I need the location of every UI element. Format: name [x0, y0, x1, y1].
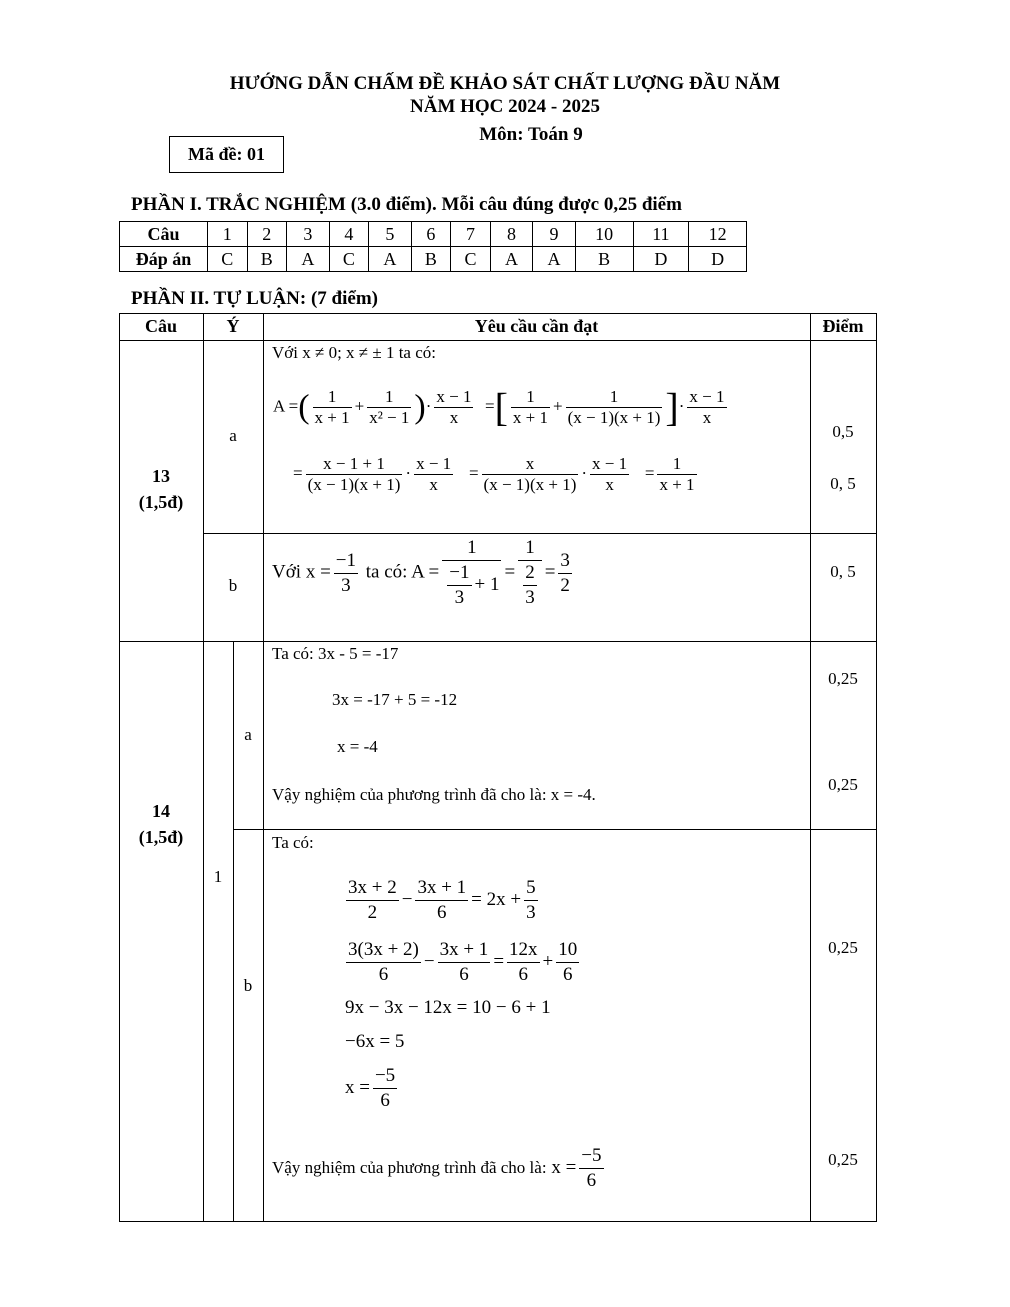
q14b-conclusion-text: Vậy nghiệm của phương trình đã cho là:: [272, 1157, 547, 1177]
answer-cell: B: [247, 247, 287, 272]
col-requirement: Yêu cầu cần đạt: [474, 316, 599, 336]
q13-points: (1,5đ): [138, 492, 184, 512]
q14b-line-1: Ta có:: [272, 833, 314, 852]
q14b-equation-2: $\frac{3(3x + 2)}{6}$ − $\frac{3x + 1}{6}$ = $\frac{12x}{6}$ + $\frac{10}{6}$: [348, 939, 578, 985]
question-cell: 2: [247, 222, 287, 247]
q13b-score: 0, 5: [830, 562, 856, 581]
q13b-label: b: [228, 576, 238, 595]
question-row: [120, 222, 747, 247]
q14-points: (1,5đ): [138, 827, 184, 847]
q14b-score-1: 0,25: [828, 938, 858, 957]
exam-code-box: Mã đề: 01: [169, 136, 284, 173]
answer-table: [119, 221, 747, 272]
q13b-equation: Với x = $\frac{-1}{3}$ ta có: A = 1 $\frac{-1}{3}$ + 1 = $\frac{1}{\frac{2}{3}}$ = $\frac{3}{2}$: [272, 537, 570, 608]
answer-row: [120, 247, 747, 272]
question-cell: 1: [208, 222, 248, 247]
doc-title: HƯỚNG DẪN CHẤM ĐỀ KHẢO SÁT CHẤT LƯỢNG ĐẦU NĂM: [229, 73, 781, 94]
part1-heading: PHẦN I. TRẮC NGHIỆM (3.0 điểm). Mỗi câu đúng được 0,25 điểm: [131, 194, 682, 215]
question-cell: 9: [533, 222, 576, 247]
answer-cell: C: [451, 247, 491, 272]
q13a-equation-2: = $\frac{x - 1 + 1}{(x - 1)(x + 1)}$ · $\frac{x - 1}{x}$ = $\frac{x}{(x - 1)(x + 1)}$ · $\frac{x - 1}{x}$ = $\frac{1}{x + 1}$: [293, 454, 695, 494]
school-year: NĂM HỌC 2024 - 2025: [410, 96, 600, 117]
q13a-equation-1: A =( $\frac{1}{x + 1}$ + $\frac{1}{\text{x² − 1}}$ )· $\frac{x - 1}{x}$ =[ $\frac{1}{x + 1}$ + $\frac{1}{(x - 1)(x + 1)}$ ]· $\frac{x - 1}{x}$: [273, 384, 725, 430]
q14a-label: a: [244, 725, 252, 744]
subject: Môn: Toán 9: [479, 124, 583, 145]
q13a-label: a: [229, 426, 237, 445]
answer-cell: B: [575, 247, 633, 272]
question-cell: 12: [689, 222, 747, 247]
answer-cell: A: [533, 247, 576, 272]
q14b-conclusion: Vậy nghiệm của phương trình đã cho là: x = $\frac{-5}{6}$: [272, 1145, 602, 1191]
question-cell: 11: [633, 222, 689, 247]
q14a-score-1: 0,25: [828, 669, 858, 688]
q13a-score-2: 0, 5: [830, 474, 856, 493]
answer-cell: A: [490, 247, 533, 272]
question-cell: 6: [411, 222, 451, 247]
q14a-score-2: 0,25: [828, 775, 858, 794]
answer-cell: D: [633, 247, 689, 272]
q14b-label: b: [243, 976, 253, 995]
col-item: Ý: [226, 316, 240, 336]
q14a-conclusion: Vậy nghiệm của phương trình đã cho là: x = -4.: [272, 785, 596, 804]
q14a-line-2: 3x = -17 + 5 = -12: [332, 690, 458, 709]
q13b-we-have-text: ta có:: [365, 561, 408, 583]
question-cell: 5: [369, 222, 412, 247]
question-cell: 8: [490, 222, 533, 247]
q13b-with-text: Với: [272, 561, 302, 583]
q13a-score-1: 0,5: [832, 422, 854, 441]
q14-sub-label: 1: [213, 867, 223, 886]
row-label-question: Câu: [120, 222, 208, 247]
q14b-score-2: 0,25: [828, 1150, 858, 1169]
col-score: Điểm: [822, 316, 864, 336]
q13-number: 13: [152, 466, 170, 486]
question-cell: 10: [575, 222, 633, 247]
col-question: Câu: [144, 316, 177, 336]
answer-cell: A: [369, 247, 412, 272]
part2-heading: PHẦN II. TỰ LUẬN: (7 điểm): [131, 288, 378, 309]
question-cell: 4: [329, 222, 369, 247]
row-label-answer: Đáp án: [120, 247, 208, 272]
q14b-equation-1: $\frac{3x + 2}{2}$ − $\frac{3x + 1}{6}$ = 2x + $\frac{5}{3}$: [348, 877, 536, 923]
q14b-equation-3: 9x − 3x − 12x = 10 − 6 + 1: [345, 997, 551, 1018]
q13a-condition: Với x ≠ 0; x ≠ ± 1 ta có:: [272, 343, 436, 362]
answer-cell: B: [411, 247, 451, 272]
question-cell: 3: [287, 222, 330, 247]
q14-number: 14: [152, 801, 170, 821]
answer-cell: D: [689, 247, 747, 272]
q14b-equation-5: x = $\frac{-5}{6}$: [345, 1065, 396, 1111]
answer-cell: A: [287, 247, 330, 272]
q14a-line-1: Ta có: 3x - 5 = -17: [272, 644, 399, 663]
answer-cell: C: [208, 247, 248, 272]
q14a-line-3: x = -4: [337, 737, 378, 756]
question-cell: 7: [451, 222, 491, 247]
q14b-equation-4: −6x = 5: [345, 1031, 405, 1052]
answer-cell: C: [329, 247, 369, 272]
